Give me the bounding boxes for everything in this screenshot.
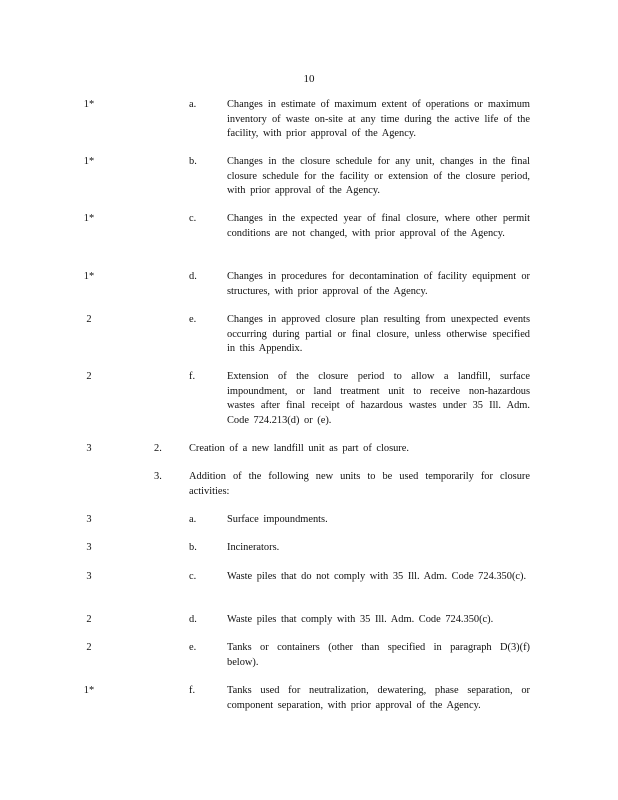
class-code: 1*	[83, 99, 95, 110]
item-text: Tanks or containers (other than specified in paragraph D(3)(f) below).	[227, 642, 530, 668]
item-text: Surface impoundments.	[227, 514, 328, 525]
item-text: Creation of a new landfill unit as part of closure.	[189, 443, 409, 454]
class-code: 2	[86, 371, 92, 382]
item-letter: e.	[189, 642, 197, 653]
item-letter: c.	[189, 571, 197, 582]
item-text: Addition of the following new units to be used temporarily for closure activities:	[189, 471, 530, 497]
item-letter: c.	[189, 213, 197, 224]
class-code: 1*	[83, 213, 95, 224]
class-code: 3	[86, 571, 92, 582]
item-text: Changes in the closure schedule for any unit, changes in the final closure schedule for the facility or extension of the closure period, with prior approval of the Agency.	[227, 156, 530, 197]
item-text: Changes in estimate of maximum extent of operations or maximum inventory of waste on-site at any time during the active life of the facility, with prior approval of the Agency.	[227, 99, 530, 140]
item-letter: f.	[189, 371, 196, 382]
item-text: Waste piles that comply with 35 Ill. Adm. Code 724.350(c).	[227, 614, 494, 625]
class-code: 1*	[83, 156, 95, 167]
class-code: 3	[86, 443, 92, 454]
class-code: 1*	[83, 685, 95, 696]
item-text: Extension of the closure period to allow a landfill, surface impoundment, or land treatment unit to receive non-hazardous wastes after final receipt of hazardous wastes under 35 Ill. Adm. Code 724.213(d) or (e).	[227, 371, 530, 426]
item-text: Tanks used for neutralization, dewatering, phase separation, or component separation, with prior approval of the Agency.	[227, 685, 530, 711]
item-number: 2.	[154, 443, 162, 454]
item-text: Waste piles that do not comply with 35 Ill. Adm. Code 724.350(c).	[227, 571, 527, 582]
item-letter: b.	[189, 156, 197, 167]
item-text: Incinerators.	[227, 542, 280, 553]
item-letter: d.	[189, 271, 197, 282]
class-code: 2	[86, 614, 92, 625]
item-letter: e.	[189, 314, 197, 325]
item-text: Changes in the expected year of final closure, where other permit conditions are not changed, with prior approval of the Agency.	[227, 213, 530, 239]
class-code: 2	[86, 642, 92, 653]
item-text: Changes in approved closure plan resulting from unexpected events occurring during partial or final closure, unless otherwise specified in this Appendix.	[227, 314, 530, 355]
item-letter: a.	[189, 514, 197, 525]
item-text: Changes in procedures for decontamination of facility equipment or structures, with prior approval of the Agency.	[227, 271, 530, 297]
class-code: 3	[86, 542, 92, 553]
item-letter: f.	[189, 685, 196, 696]
item-letter: d.	[189, 614, 197, 625]
class-code: 1*	[83, 271, 95, 282]
item-letter: a.	[189, 99, 197, 110]
item-number: 3.	[154, 471, 162, 482]
class-code: 2	[86, 314, 92, 325]
page-number: 10	[303, 73, 315, 85]
item-letter: b.	[189, 542, 197, 553]
class-code: 3	[86, 514, 92, 525]
